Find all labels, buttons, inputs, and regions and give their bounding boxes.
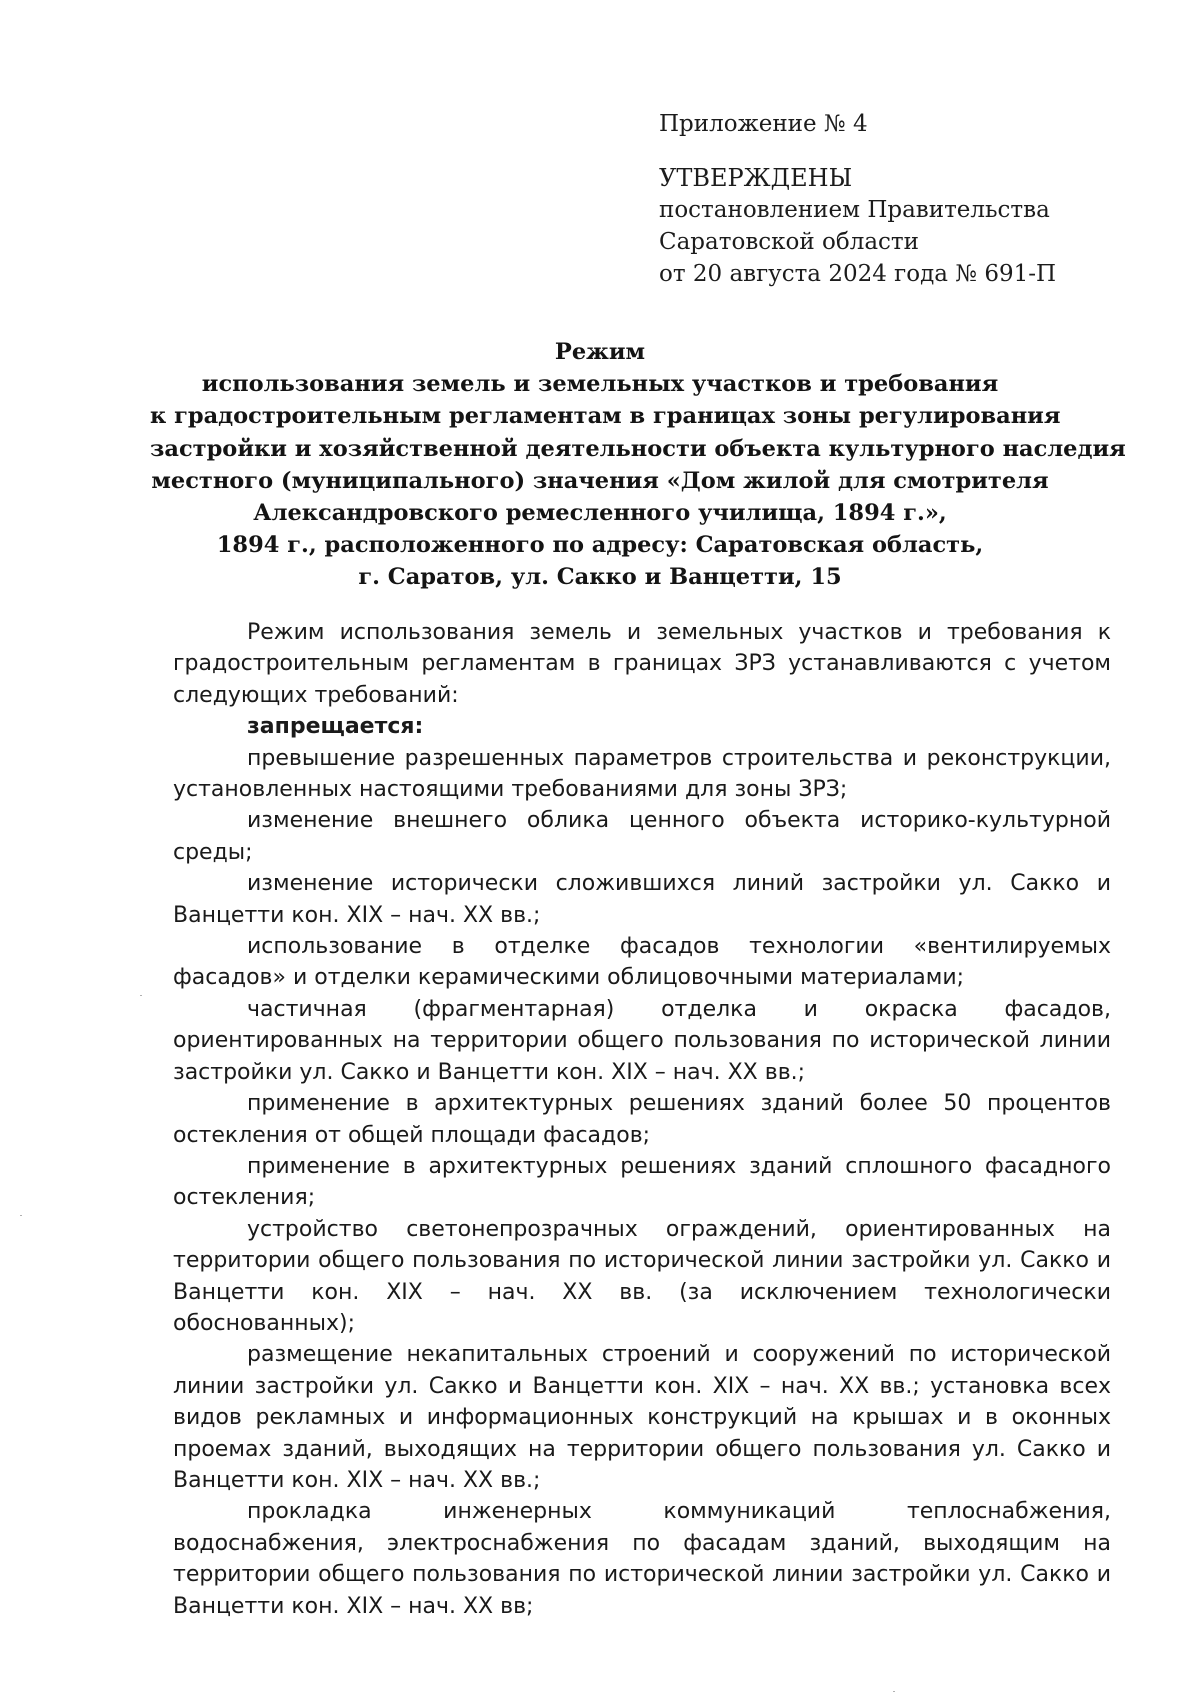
- approved-label: УТВЕРЖДЕНЫ: [659, 164, 853, 192]
- scan-speck: [893, 1691, 895, 1692]
- prohibited-item: превышение разрешенных параметров строительства и реконструкции, установленных настоящими требованиями для зоны ЗРЗ;: [173, 745, 1111, 803]
- title-line: Режим: [554, 339, 646, 365]
- approved-by-line: Саратовской области: [659, 229, 919, 255]
- prohibited-item: частичная (фрагментарная) отделка и окраска фасадов, ориентированных на территории общего пользования по исторической линии застройки ул. Сакко и Ванцетти кон. XIX – нач. XX вв.;: [173, 996, 1111, 1085]
- prohibited-heading: запрещается:: [247, 714, 424, 740]
- prohibited-item: изменение исторически сложившихся линий застройки ул. Сакко и Ванцетти кон. XIX – нач. XX вв.;: [173, 871, 1111, 928]
- intro-paragraph: Режим использования земель и земельных участков и требования к градостроительным регламентам в границах ЗРЗ устанавливаются с учетом следующих требований:: [173, 620, 1111, 708]
- prohibited-item: прокладка инженерных коммуникаций теплоснабжения, водоснабжения, электроснабжения по фасадам зданий, выходящим на территории общего пользования по исторической линии застройки ул. Сакко и Ванцетти кон. XIX – нач. XX вв;: [173, 1499, 1111, 1619]
- scan-speck: [140, 995, 142, 996]
- prohibited-item: устройство светонепрозрачных ограждений, ориентированных на территории общего пользования по исторической линии застройки ул. Сакко и Ванцетти кон. XIX – нач. XX вв. (за исключением технологически обоснованных);: [173, 1216, 1111, 1336]
- title-line: 1894 г., расположенного по адресу: Саратовская область,: [216, 532, 984, 559]
- title-line: использования земель и земельных участков и требования: [201, 371, 999, 398]
- approval-header: [659, 108, 1139, 290]
- title-line: к градостроительным регламентам в границах зоны регулирования: [150, 403, 1061, 430]
- prohibited-item: изменение внешнего облика ценного объекта историко-культурной среды;: [173, 808, 1111, 865]
- annex-number: Приложение № 4: [659, 111, 868, 137]
- title-line: местного (муниципального) значения «Дом жилой для смотрителя: [151, 467, 1049, 494]
- title-line: г. Саратов, ул. Сакко и Ванцетти, 15: [358, 564, 842, 591]
- document-body: [173, 617, 1111, 1622]
- title-line: застройки и хозяйственной деятельности объекта культурного наследия: [150, 435, 1126, 462]
- approved-by-line: от 20 августа 2024 года № 691-П: [659, 261, 1057, 287]
- approved-by-line: постановлением Правительства: [659, 197, 1050, 223]
- prohibited-item: применение в архитектурных решениях зданий более 50 процентов остекления от общей площади фасадов;: [173, 1091, 1111, 1148]
- title-line: Александровского ремесленного училища, 1894 г.»,: [253, 500, 947, 527]
- prohibited-item: применение в архитектурных решениях зданий сплошного фасадного остекления;: [173, 1153, 1111, 1211]
- prohibited-item: размещение некапитальных строений и сооружений по исторической линии застройки ул. Сакко и Ванцетти кон. XIX – нач. XX вв.; установка всех видов рекламных и информационных конструкций на крышах и в оконных проемах зданий, выходящих на территории общего пользования ул. Сакко и Ванцетти кон. XIX – нач. XX вв.;: [173, 1342, 1111, 1493]
- scan-speck: [20, 1215, 22, 1216]
- document-title: [150, 336, 1126, 594]
- prohibited-item: использование в отделке фасадов технологии «вентилируемых фасадов» и отделки керамическими облицовочными материалами;: [173, 934, 1111, 991]
